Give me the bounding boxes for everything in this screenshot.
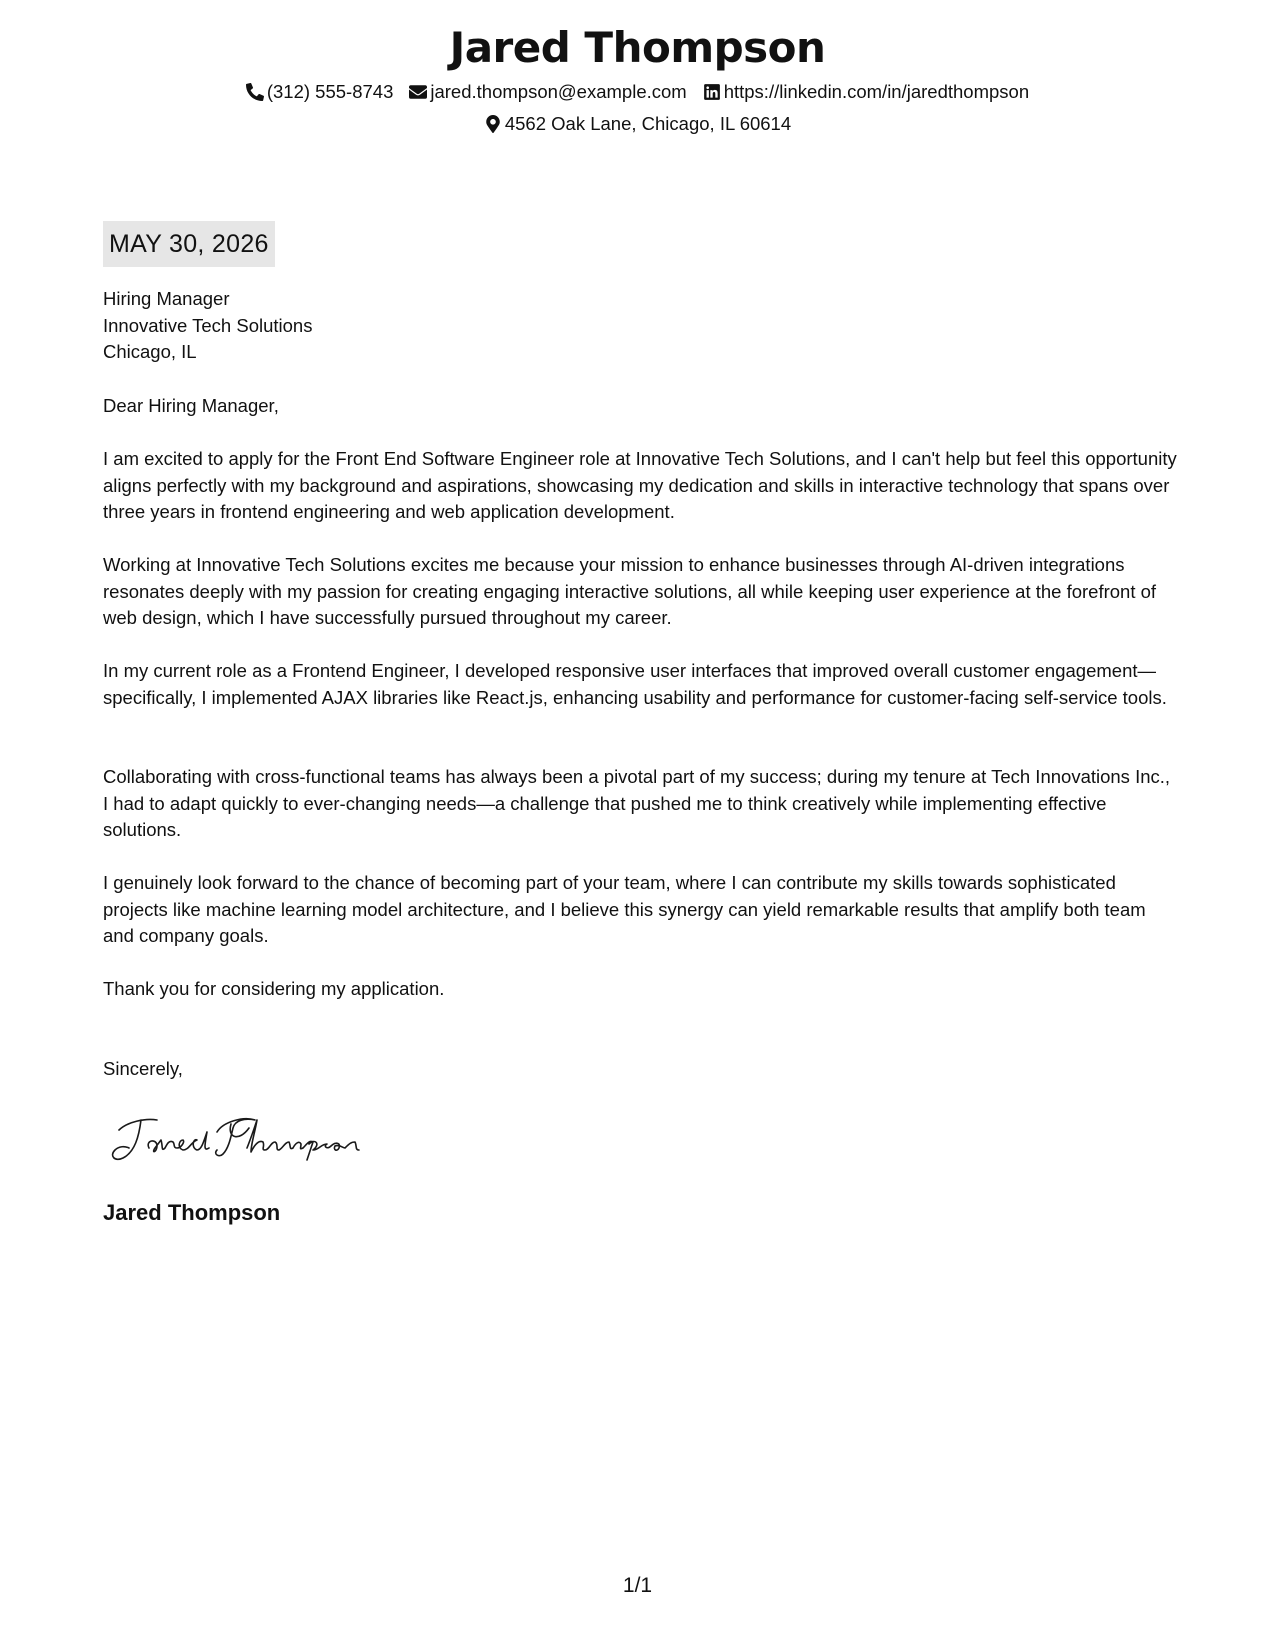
- envelope-icon: [409, 83, 427, 101]
- salutation: Dear Hiring Manager,: [103, 395, 279, 416]
- contact-info-row: [0, 80, 1275, 104]
- paragraph-collaboration: Collaborating with cross-functional teams has always been a pivotal part of my success; during my tenure at Tech Innovations Inc., I had to adapt quickly to ever-changing needs—a challenge that pushed me to think creatively while implementing effective solutions.: [103, 766, 1171, 840]
- thank-you-line: Thank you for considering my application.: [103, 978, 445, 999]
- signed-name: Jared Thompson: [103, 1200, 281, 1225]
- address-row: [0, 112, 1275, 136]
- phone-number: (312) 555-8743: [266, 81, 394, 102]
- recipient-location: Chicago, IL: [103, 341, 197, 362]
- page-number: 1/1: [622, 1574, 653, 1597]
- map-pin-icon: [484, 115, 502, 133]
- email-address[interactable]: jared.thompson@example.com: [430, 81, 687, 102]
- recipient-block: [103, 286, 1178, 366]
- contact-phone: [246, 80, 394, 104]
- street-address: 4562 Oak Lane, Chicago, IL 60614: [504, 113, 792, 134]
- paragraph-motivation: Working at Innovative Tech Solutions excites me because your mission to enhance businesses through AI-driven integrations resonates deeply with my passion for creating engaging interactive solutions, all while keeping user experience at the forefront of web design, which I have successfully pursued throughout my career.: [103, 554, 1157, 628]
- paragraph-experience: In my current role as a Frontend Engineer, I developed responsive user interfaces that improved overall customer engagement—specifically, I implemented AJAX libraries like React.js, enhancing usability and performance for customer-facing self-service tools.: [103, 660, 1167, 708]
- phone-icon: [246, 83, 264, 101]
- contact-address: [484, 112, 791, 136]
- contact-email[interactable]: [409, 80, 686, 104]
- handwritten-signature: [105, 1108, 365, 1168]
- applicant-name: Jared Thompson: [449, 23, 826, 72]
- linkedin-url[interactable]: https://linkedin.com/in/jaredthompson: [723, 81, 1030, 102]
- paragraph-intro: I am excited to apply for the Front End Software Engineer role at Innovative Tech Solutions, and I can't help but feel this opportunity aligns perfectly with my background and aspirations, showcasing my dedication and skills in interactive technology that spans over three years in frontend engineering and web application development.: [103, 448, 1177, 522]
- recipient-title: Hiring Manager: [103, 288, 230, 309]
- contact-linkedin[interactable]: [703, 80, 1029, 104]
- letter-date: MAY 30, 2026: [103, 221, 275, 267]
- paragraph-conclusion: I genuinely look forward to the chance of becoming part of your team, where I can contribute my skills towards sophisticated projects like machine learning model architecture, and I believe this synergy can yield remarkable results that amplify both team and company goals.: [103, 872, 1146, 946]
- closing-line: Sincerely,: [103, 1058, 183, 1079]
- linkedin-icon: [703, 83, 721, 101]
- recipient-company: Innovative Tech Solutions: [103, 314, 313, 336]
